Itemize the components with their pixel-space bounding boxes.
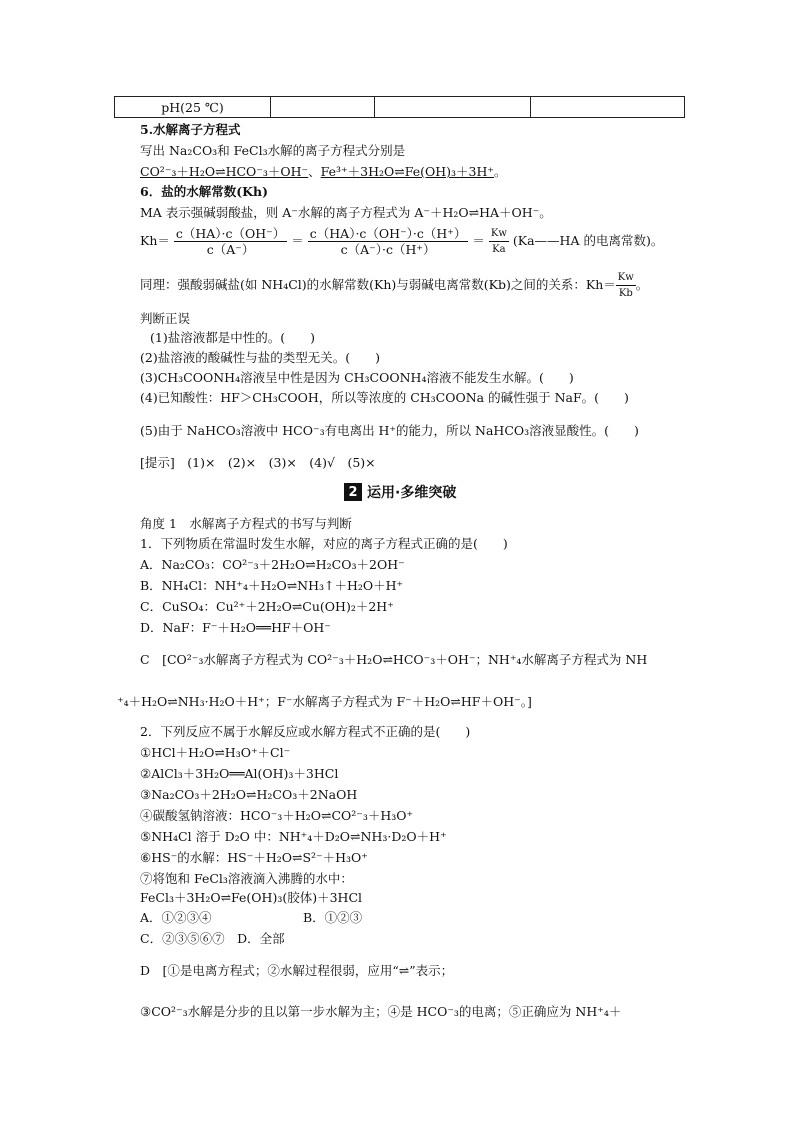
judge-q3: (3)CH₃COONH₄溶液呈中性是因为 CH₃COONH₄溶液不能发生水解。( ) xyxy=(140,370,574,385)
q1-answer-line-1: C [CO²⁻₃水解离子方程式为 CO²⁻₃＋H₂O⇌HCO⁻₃＋OH⁻；NH⁺₄水解离子方程式为 NH xyxy=(140,652,648,667)
fraction-3-denominator: Ka xyxy=(492,244,506,255)
q2-item-1: ①HCl＋H₂O⇌H₃O⁺＋Cl⁻ xyxy=(140,745,291,760)
ph-table-row xyxy=(114,96,685,118)
fraction-2-denominator: c（A⁻）·c（H⁺） xyxy=(340,242,436,257)
kb-fraction-denominator: Kb xyxy=(618,288,633,299)
q2-answer-line-1: D [①是电离方程式；②水解过程很弱，应用“⇌”表示； xyxy=(140,963,454,978)
judge-q4: (4)已知酸性：HF＞CH₃COOH，所以等浓度的 CH₃COONa 的碱性强于 NaF。( ) xyxy=(140,390,629,405)
q2-option-b: B．①②③ xyxy=(303,910,363,925)
equals: ＝ xyxy=(472,233,485,248)
q1-answer-line-2: ⁺₄＋H₂O⇌NH₃·H₂O＋H⁺；F⁻水解离子方程式为 F⁻＋H₂O⇌HF＋OH⁻。] xyxy=(117,694,532,709)
kh-tail: (Ka——HA 的电离常数)。 xyxy=(512,233,664,248)
judge-q5: (5)由于 NaHCO₃溶液中 HCO⁻₃有电离出 H⁺的能力，所以 NaHCO₃溶液显酸性。( ) xyxy=(140,423,639,438)
q2-item-2: ②AlCl₃＋3H₂O══Al(OH)₃＋3HCl xyxy=(140,766,339,781)
period: 。 xyxy=(494,164,507,179)
q2-answer-line-2: ③CO²⁻₃水解是分步的且以第一步水解为主；④是 HCO⁻₃的电离；⑤正确应为 NH⁺₄＋ xyxy=(140,1004,622,1019)
kh-formula xyxy=(140,224,663,258)
fraction-3 xyxy=(489,226,509,257)
q1-option-c: C．CuSO₄：Cu²⁺＋2H₂O⇌Cu(OH)₂＋2H⁺ xyxy=(140,599,394,614)
fraction-1-numerator: c（HA）·c（OH⁻） xyxy=(175,226,286,241)
section-5-equations xyxy=(140,164,507,180)
same-principle-text: 同理：强酸弱碱盐(如 NH₄Cl)的水解常数(Kh)与弱碱电离常数(Kb)之间的关系：Kh＝ xyxy=(140,277,616,292)
angle-1-title: 角度 1 水解离子方程式的书写与判断 xyxy=(140,516,352,531)
q2-item-5: ⑤NH₄Cl 溶于 D₂O 中：NH⁺₄＋D₂O⇌NH₃·D₂O＋H⁺ xyxy=(140,829,447,844)
fraction-3-numerator: Kw xyxy=(489,226,509,242)
section-5-intro: 写出 Na₂CO₃和 FeCl₃水解的离子方程式分别是 xyxy=(140,143,406,158)
kh-symbol: Kh＝ xyxy=(140,233,170,248)
q1-option-d: D．NaF：F⁻＋H₂O══HF＋OH⁻ xyxy=(140,620,331,635)
q2-stem: 2．下列反应不属于水解反应或水解方程式不正确的是( ) xyxy=(140,724,471,739)
fraction-1-denominator: c（A⁻） xyxy=(206,242,255,257)
ph-label-cell: pH(25 ℃) xyxy=(115,97,271,118)
q2-item-6: ⑥HS⁻的水解：HS⁻＋H₂O⇌S²⁻＋H₃O⁺ xyxy=(140,850,368,865)
section-banner xyxy=(344,481,456,503)
q2-options-cd: C．②③⑤⑥⑦ D．全部 xyxy=(140,931,285,946)
banner-title: 运用·多维突破 xyxy=(367,485,457,501)
banner-number-badge: 2 xyxy=(344,483,362,501)
judge-q1: (1)盐溶液都是中性的。( ) xyxy=(150,330,315,345)
q1-stem: 1．下列物质在常温时发生水解，对应的离子方程式正确的是( ) xyxy=(140,536,508,551)
q1-option-a: A．Na₂CO₃：CO²⁻₃＋2H₂O⇌H₂CO₃＋2OH⁻ xyxy=(140,557,405,572)
empty-cell xyxy=(531,97,685,118)
equals: ＝ xyxy=(291,233,304,248)
judge-title: 判断正误 xyxy=(140,311,191,326)
separator: 、 xyxy=(308,164,321,179)
section-5-title: 5.水解离子方程式 xyxy=(140,122,241,137)
same-principle-line xyxy=(140,270,648,301)
q1-option-b: B．NH₄Cl：NH⁺₄＋H₂O⇌NH₃↑＋H₂O＋H⁺ xyxy=(140,578,404,593)
empty-cell xyxy=(375,97,531,118)
q2-item-7: ⑦将饱和 FeCl₃溶液滴入沸腾的水中： xyxy=(140,871,353,886)
period: 。 xyxy=(635,277,649,292)
q2-item-4: ④碳酸氢钠溶液：HCO⁻₃＋H₂O⇌CO²⁻₃＋H₃O⁺ xyxy=(140,808,414,823)
eq-co3-hydrolysis: CO²⁻₃＋H₂O⇌HCO⁻₃＋OH⁻ xyxy=(140,164,309,179)
kb-fraction-numerator: Kw xyxy=(616,270,636,286)
ma-hydrolysis-line: MA 表示强碱弱酸盐，则 A⁻水解的离子方程式为 A⁻＋H₂O⇌HA＋OH⁻。 xyxy=(140,205,552,220)
q2-item-7-equation: FeCl₃＋3H₂O⇌Fe(OH)₃(胶体)＋3HCl xyxy=(140,890,363,905)
judge-hint: [提示] (1)× (2)× (3)× (4)√ (5)× xyxy=(140,455,376,470)
empty-cell xyxy=(271,97,375,118)
kb-fraction xyxy=(616,270,636,301)
q2-option-a: A．①②③④ xyxy=(140,910,212,925)
fraction-2 xyxy=(308,226,469,257)
section-6-title: 6．盐的水解常数(Kh) xyxy=(140,184,268,199)
judge-q2: (2)盐溶液的酸碱性与盐的类型无关。( ) xyxy=(140,350,380,365)
eq-fe-hydrolysis: Fe³⁺＋3H₂O⇌Fe(OH)₃＋3H⁺ xyxy=(320,164,494,179)
fraction-2-numerator: c（HA）·c（OH⁻）·c（H⁺） xyxy=(309,226,467,241)
fraction-1 xyxy=(174,226,287,257)
q2-item-3: ③Na₂CO₃＋2H₂O⇌H₂CO₃＋2NaOH xyxy=(140,787,358,802)
